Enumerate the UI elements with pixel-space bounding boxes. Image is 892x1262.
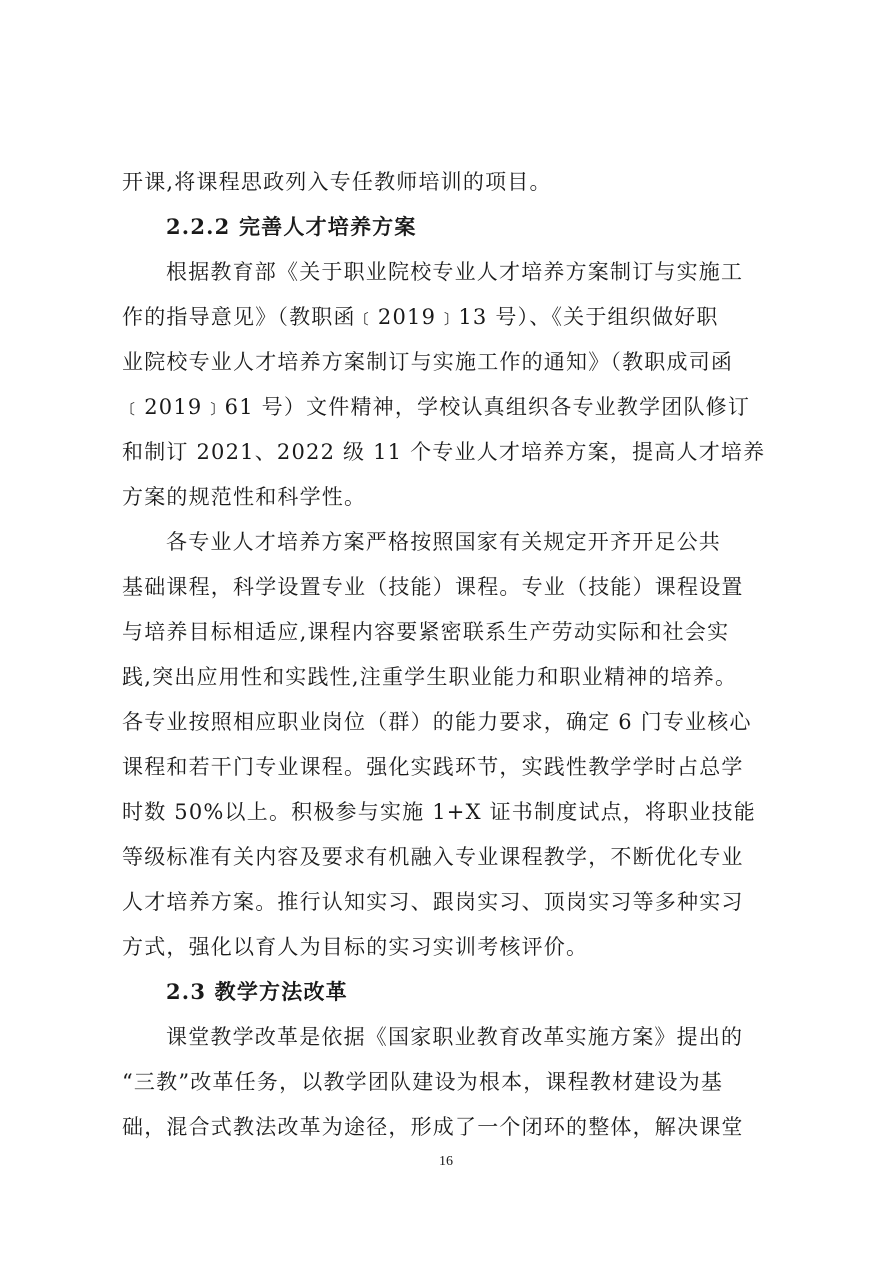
body-text-line: 方案的规范性和科学性。 [122,485,367,509]
body-text-line: 和制订 2021、2022 级 11 个专业人才培养方案，提高人才培养 [122,440,766,464]
section-heading-2-3: 2.3 教学方法改革 [166,979,348,1004]
body-text-line: 方式，强化以育人为目标的实习实训考核评价。 [122,935,589,959]
section-heading-2-2-2: 2.2.2 完善人才培养方案 [166,214,417,239]
body-text-line: 践,突出应用性和实践性,注重学生职业能力和职业精神的培养。 [122,665,738,689]
body-text-line: 各专业按照相应职业岗位（群）的能力要求，确定 6 门专业核心 [122,710,752,734]
body-text-line: 基础课程，科学设置专业（技能）课程。专业（技能）课程设置 [122,575,744,599]
body-text-line: 作的指导意见》（教职函﹝2019﹞13 号）、《关于组织做好职 [122,305,719,329]
page-number: 16 [439,1154,453,1169]
body-text-line: ﹝2019﹞61 号）文件精神，学校认真组织各专业教学团队修订 [122,395,751,419]
body-text-line: 各专业人才培养方案严格按照国家有关规定开齐开足公共 [166,530,721,554]
body-text-line: 开课,将课程思政列入专任教师培训的项目。 [122,170,552,194]
body-text-line: 时数 50%以上。积极参与实施 1+X 证书制度试点，将职业技能 [122,800,757,824]
body-text-line: 根据教育部《关于职业院校专业人才培养方案制订与实施工 [166,260,744,284]
body-text-line: 等级标准有关内容及要求有机融入专业课程教学，不断优化专业 [122,845,744,869]
body-text-line: 与培养目标相适应,课程内容要紧密联系生产劳动实际和社会实 [122,620,730,644]
body-text-line: 业院校专业人才培养方案制订与实施工作的通知》（教职成司函 [122,350,734,374]
body-text-line: 课堂教学改革是依据《国家职业教育改革实施方案》提出的 [166,1025,744,1049]
body-text-line: 础，混合式教法改革为途径，形成了一个闭环的整体，解决课堂 [122,1115,744,1139]
body-text-line: “三教”改革任务，以教学团队建设为根本，课程教材建设为基 [122,1070,724,1094]
body-text-line: 课程和若干门专业课程。强化实践环节，实践性教学学时占总学 [122,755,744,779]
body-text-line: 人才培养方案。推行认知实习、跟岗实习、顶岗实习等多种实习 [122,890,744,914]
